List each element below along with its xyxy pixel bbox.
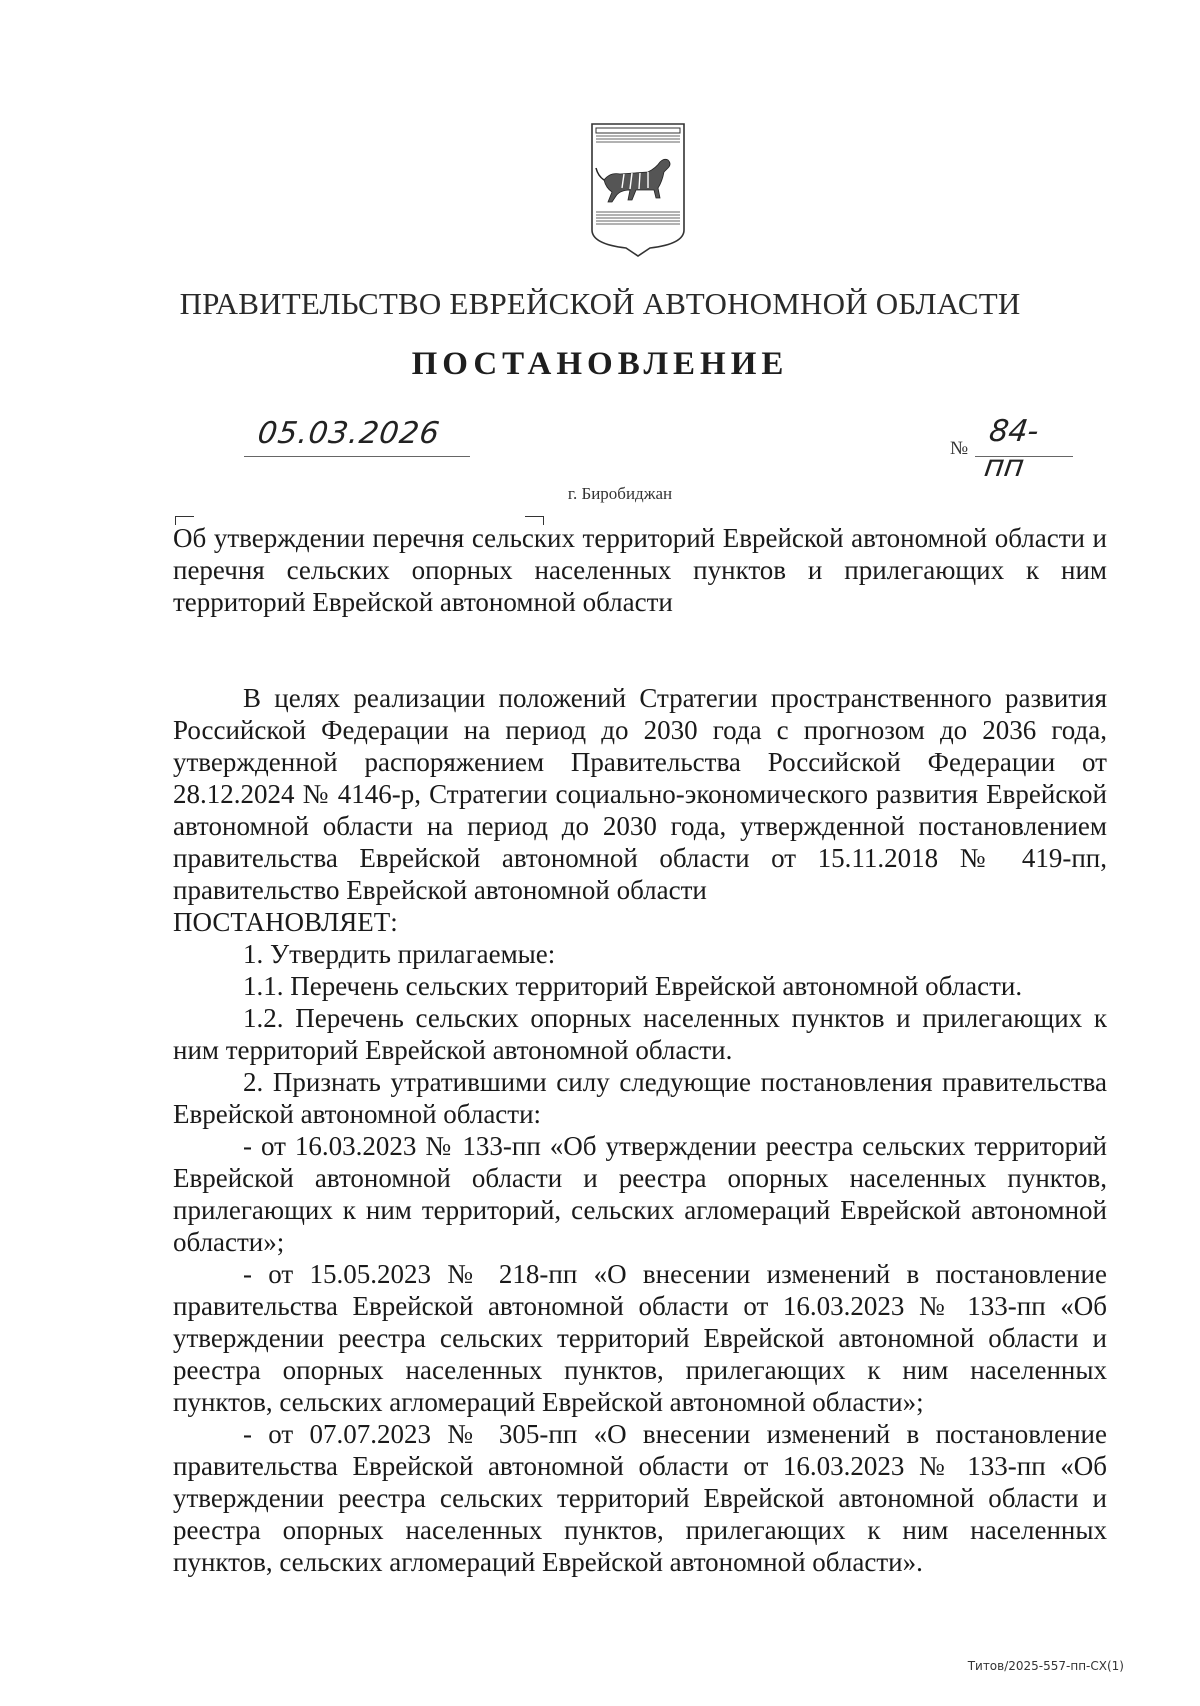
document-subject: Об утверждении перечня сельских территорий Еврейской автономной области и перечня сельских опорных населенных пунктов и прилегающих к ним территорий Еврейской автономной области (173, 523, 1107, 617)
coat-of-arms-emblem (590, 122, 686, 258)
preamble-paragraph: В целях реализации положений Стратегии пространственного развития Российской Федерации на период до 2030 года с прогнозом до 2036 года, утвержденной распоряжением Правительства Российской Федерации от 28.12.2024 № 4146-р, Стратегии социально-экономического развития Еврейской автономной области на период до 2030 года, утвержденной постановлением правительства Еврейской автономной области от 15.11.2018 № 419-пп, правительство Еврейской автономной области (173, 683, 1107, 905)
item-2: 2. Признать утратившими силу следующие постановления правительства Еврейской автономной области: (173, 1067, 1107, 1129)
footer-document-code: Титов/2025-557-пп-СХ(1) (967, 1659, 1124, 1673)
item-1: 1. Утвердить прилагаемые: (243, 939, 556, 969)
number-field (975, 414, 1073, 484)
city-name: г. Биробиджан (567, 484, 673, 503)
decree-word: ПОСТАНОВЛЯЕТ: (173, 907, 398, 937)
number-label: № (950, 438, 969, 459)
item-2-repeal-3: - от 07.07.2023 № 305-пп «О внесении изменений в постановление правительства Еврейской автономной области от 16.03.2023 № 133-пп «Об утверждении реестра сельских территорий Еврейской автономной области и реестра опорных населенных пунктов, прилегающих к ним населенных пунктов, сельских агломераций Еврейской автономной области». (173, 1419, 1107, 1577)
date-handwritten: 05.03.2026 (255, 416, 443, 451)
document-type-heading: ПОСТАНОВЛЕНИЕ (411, 346, 789, 382)
item-1-1: 1.1. Перечень сельских территорий Еврейской автономной области. (243, 971, 1023, 1001)
document-body (173, 682, 1107, 1578)
item-2-repeal-1: - от 16.03.2023 № 133-пп «Об утверждении реестра сельских территорий Еврейской автономной области и реестра опорных населенных пунктов, прилегающих к ним территорий, сельских агломераций Еврейской автономной области»; (173, 1131, 1107, 1257)
item-2-repeal-2: - от 15.05.2023 № 218-пп «О внесении изменений в постановление правительства Еврейской автономной области от 16.03.2023 № 133-пп «Об утверждении реестра сельских территорий Еврейской автономной области и реестра опорных населенных пунктов, прилегающих к ним населенных пунктов, сельских агломераций Еврейской автономной области»; (173, 1259, 1107, 1417)
date-field (244, 416, 470, 457)
number-handwritten: 84-пп (982, 414, 1041, 484)
item-1-2: 1.2. Перечень сельских опорных населенных пунктов и прилегающих к ним территорий Еврейской автономной области. (173, 1003, 1107, 1065)
government-title: ПРАВИТЕЛЬСТВО ЕВРЕЙСКОЙ АВТОНОМНОЙ ОБЛАСТИ (179, 286, 1021, 321)
